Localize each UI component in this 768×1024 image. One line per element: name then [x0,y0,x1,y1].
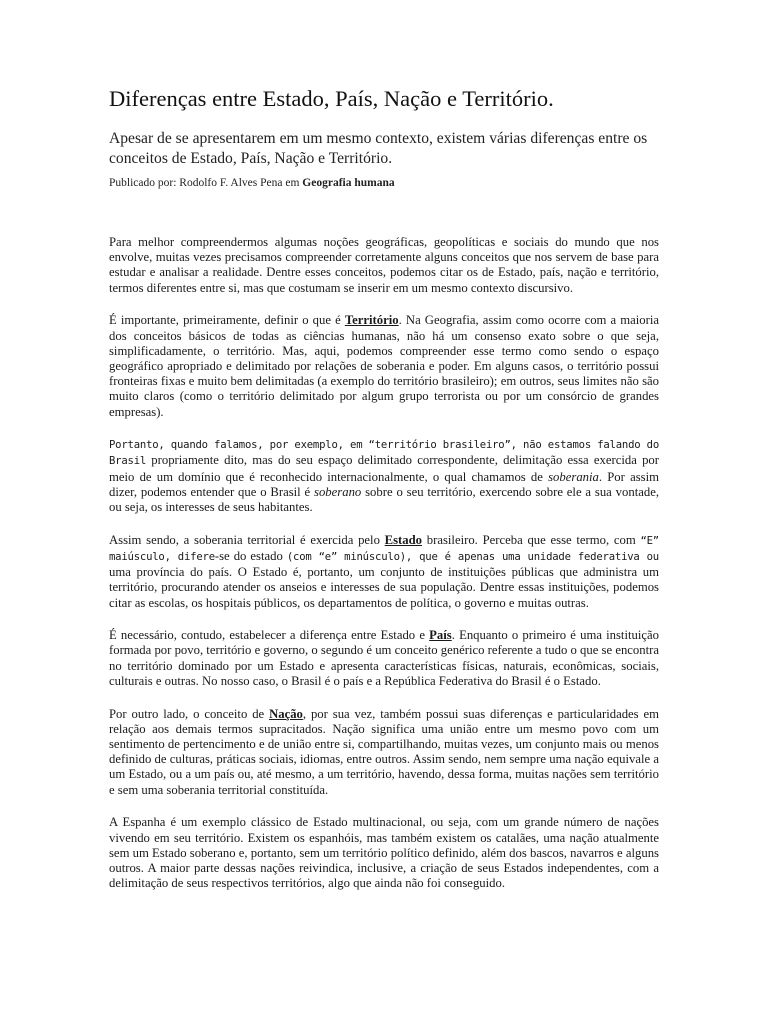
paragraph-text: , por sua vez, também possui suas diferenças e particularidades em relação aos demais termos supracitados. Nação significa uma união entre um mesmo povo com um sentimento de pertencimento e de união entre si, compartilhando, muitas vezes, um conjunto mais ou menos definido de culturas, práticas sociais, idiomas, entre outros. Assim sendo, nem sempre uma nação equivale a um Estado, ou a um país ou, até mesmo, a um território, havendo, dessa forma, muitas nações sem território e sem uma soberania territorial constituída. [109,706,659,797]
paragraph-text: . Enquanto o primeiro é uma instituição formada por povo, território e governo, o segundo é um conceito genérico referente a tudo o que se encontra no território dominado por um Estado e apresenta características físicas, naturais, econômicas, sociais, culturais e outras. No nosso caso, o Brasil é o país e a República Federativa do Brasil é o Estado. [109,628,659,688]
paragraph-text: . Na Geografia, assim como ocorre com a maioria dos conceitos básicos de todas as ciências humanas, não há um consenso exato sobre o que seja, simplificadamente, o território. Mas, aqui, podemos compreender esse termo como sendo o espaço geográfico apropriado e delimitado por relações de soberania e poder. Em alguns casos, o território possui fronteiras fixas e muito bem delimitadas (a exemplo do território brasileiro); em outros, seus limites não são muito claros (como o território delimitado por algum grupo terrorista ou por um consórcio de grandes empresas). [109,313,659,419]
paragraph-text: Assim sendo, a soberania territorial é exercida pelo [109,532,385,547]
keyword-estado: Estado [384,532,423,547]
keyword-pais: País [429,628,452,643]
italic-soberano: soberano [314,484,362,499]
keyword-territorio: Território [344,313,399,328]
italic-soberania: soberania [548,469,599,484]
paragraph-text: propriamente dito, mas do seu espaço delimitado correspondente, delimitação essa exercida por meio de um domínio que é reconhecido internacionalmente, o qual chamamos de [109,453,659,484]
page-title: Diferenças entre Estado, País, Nação e Território. [109,86,554,111]
paragraph-5 [109,628,659,689]
article-body [109,235,659,891]
paragraph-text: brasileiro. Perceba que esse termo, com [422,532,641,547]
monospace-text: “E” maiúsculo, difere [109,534,659,563]
paragraph-6 [109,707,659,798]
monospace-text: (com “e” minúsculo), que é apenas uma unidade federativa ou [286,550,659,563]
byline-category: Geografia humana [302,177,395,189]
monospace-text: Portanto, quando falamos, por exemplo, em “território brasileiro”, não estamos falando do Brasil [109,439,659,468]
paragraph-3 [109,437,659,515]
paragraph-text: -se do estado [214,548,287,563]
keyword-nacao: Nação [269,706,303,721]
paragraph-text: . Por assim dizer, podemos entender que o Brasil é [109,469,659,499]
paragraph-1: Para melhor compreendermos algumas noções geográficas, geopolíticas e sociais do mundo que nos envolve, muitas vezes precisamos compreender corretamente alguns conceitos que nos servem de base para estudar e analisar a realidade. Dentre esses conceitos, podemos citar os de Estado, país, nação e território, termos diferentes entre si, mas que costumam se inserir em um mesmo contexto discursivo. [109,235,659,295]
paragraph-text: uma província do país. O Estado é, portanto, um conjunto de instituições públicas que administra um território, procurando atender os anseios e interesses de sua população. Dentre essas instituições, podemos citar as escolas, os hospitais públicos, os departamentos de política, o governo e muitas outras. [109,565,659,610]
paragraph-2 [109,313,659,419]
byline-author: Publicado por: Rodolfo F. Alves Pena em [109,177,303,189]
article-subtitle: Apesar de se apresentarem em um mesmo contexto, existem várias diferenças entre os conceitos de Estado, País, Nação e Território. [109,130,648,167]
paragraph-text: sobre o seu território, exercendo sobre ele a sua vontade, ou seja, os interesses de seus habitantes. [109,484,659,515]
paragraph-text: É necessário, contudo, estabelecer a diferença entre Estado e [109,628,430,643]
paragraph-4 [109,533,659,611]
paragraph-text: Por outro lado, o conceito de [109,706,270,721]
paragraph-7: A Espanha é um exemplo clássico de Estado multinacional, ou seja, com um grande número de nações vivendo em seu território. Existem os espanhóis, mas também existem os catalães, uma nação atualmente sem um Estado soberano e, portanto, sem um território político definido, além dos bascos, navarros e alguns outros. A maior parte dessas nações reivindica, inclusive, a criação de seus Estados independentes, com a delimitação de seus respectivos territórios, algo que ainda não foi conseguido. [109,815,659,891]
byline [109,176,659,191]
paragraph-text: É importante, primeiramente, definir o que é [109,313,345,328]
